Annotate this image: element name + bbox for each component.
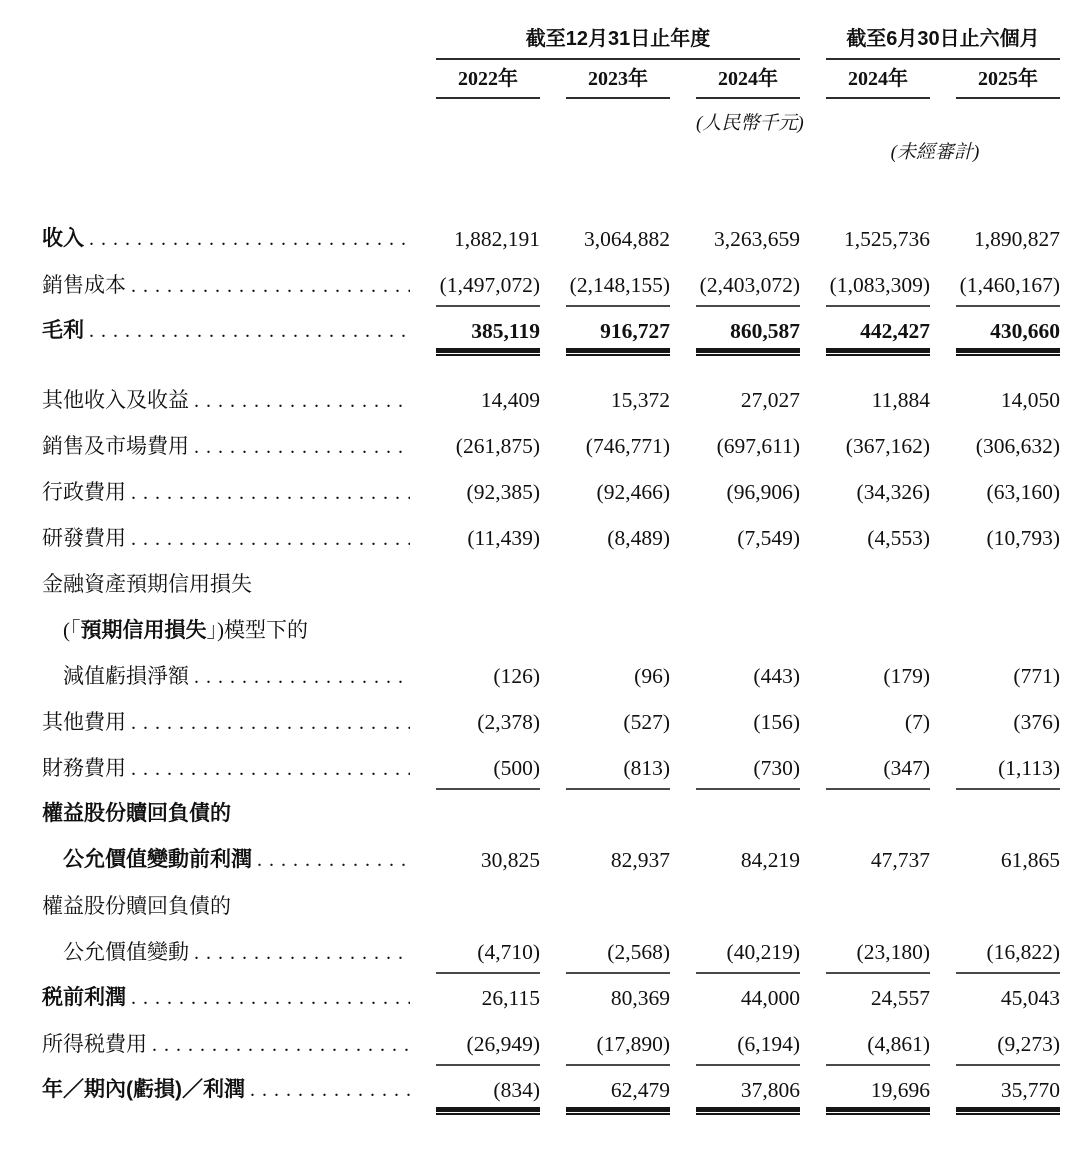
cell-value: (96,906) [726, 480, 800, 504]
unaudited-note: (未經審計) [890, 142, 980, 163]
row-label-text: 公允價值變動 [63, 940, 189, 964]
value-column [410, 884, 540, 930]
table-row [42, 792, 1060, 838]
unit-note-row [42, 112, 1060, 136]
value-column [930, 930, 1060, 976]
cell-value: 24,557 [870, 986, 930, 1010]
value-column [670, 884, 800, 930]
table-row [42, 470, 1060, 516]
value-column [670, 700, 800, 746]
value-column [800, 470, 930, 516]
row-label-text: 減值虧損淨額 [63, 664, 189, 688]
value-column [670, 562, 800, 608]
column-group-interim-label: 截至6月30日止六個月 [826, 28, 1060, 60]
cell-value: 82,937 [610, 848, 670, 872]
cell-value: (1,460,167) [956, 263, 1060, 307]
cell-value: 61,865 [1000, 848, 1060, 872]
cell-value: (2,148,155) [566, 263, 670, 307]
row-label [42, 976, 410, 1022]
header-spacer [42, 67, 410, 99]
table-row [42, 746, 1060, 792]
row-label [42, 1068, 410, 1114]
cell-value: 30,825 [480, 848, 540, 872]
value-column [800, 700, 930, 746]
value-column [930, 838, 1060, 884]
value-column [930, 700, 1060, 746]
cell-value [956, 884, 1060, 928]
table-row [42, 562, 1060, 608]
value-column [540, 217, 670, 263]
cell-value: (11,439) [467, 526, 540, 550]
cell-value [566, 608, 670, 652]
value-column [540, 424, 670, 470]
cell-value: 15,372 [610, 388, 670, 412]
value-column [670, 746, 800, 792]
cell-value: (443) [753, 664, 800, 688]
value-column [540, 1022, 670, 1068]
value-column [800, 378, 930, 424]
year-column-header-2024-interim: 2024年 [826, 67, 930, 99]
dot-leader [245, 1068, 410, 1112]
value-column [670, 838, 800, 884]
row-label-text: 毛利 [42, 319, 84, 342]
value-column [800, 792, 930, 838]
cell-value: (126) [493, 664, 540, 688]
value-column [410, 930, 540, 976]
cell-value: (1,113) [956, 746, 1060, 790]
value-column [930, 309, 1060, 355]
cell-value [696, 608, 800, 652]
dot-leader [84, 217, 410, 261]
row-label-text: 銷售及市場費用 [42, 434, 189, 458]
value-column [410, 217, 540, 263]
cell-value [826, 608, 930, 652]
cell-value: (63,160) [986, 480, 1060, 504]
value-column [540, 746, 670, 792]
cell-value: 14,409 [480, 388, 540, 412]
value-column [540, 838, 670, 884]
dot-leader [126, 976, 410, 1020]
row-label-text: 權益股份贖回負債的 [42, 894, 231, 918]
cell-value: (92,466) [596, 480, 670, 504]
value-column [670, 378, 800, 424]
cell-value [436, 884, 540, 928]
value-column [540, 884, 670, 930]
cell-value [566, 562, 670, 606]
cell-value: 385,119 [436, 309, 540, 353]
value-column [930, 1068, 1060, 1114]
value-column [410, 424, 540, 470]
cell-value: 860,587 [696, 309, 800, 353]
row-label [42, 378, 410, 424]
cell-value: (8,489) [607, 526, 670, 550]
row-label-text: 其他收入及收益 [42, 388, 189, 412]
cell-value: 47,737 [870, 848, 930, 872]
value-column [410, 1022, 540, 1068]
value-column [930, 746, 1060, 792]
value-column [540, 309, 670, 355]
cell-value: (34,326) [856, 480, 930, 504]
table-row [42, 654, 1060, 700]
value-column [410, 263, 540, 309]
dot-leader [126, 701, 410, 745]
cell-value: 11,884 [871, 388, 930, 412]
row-label [42, 562, 410, 608]
cell-value: (730) [696, 746, 800, 790]
cell-value [436, 608, 540, 652]
value-column [540, 378, 670, 424]
row-label [42, 309, 410, 355]
value-column [800, 424, 930, 470]
value-column [930, 1022, 1060, 1068]
value-column [670, 930, 800, 976]
cell-value: 27,027 [740, 388, 800, 412]
cell-value: (347) [826, 746, 930, 790]
value-column [800, 263, 930, 309]
value-column [410, 1068, 540, 1114]
value-column [800, 217, 930, 263]
value-column [930, 976, 1060, 1022]
cell-value: 44,000 [740, 986, 800, 1010]
unit-note: (人民幣千元) [696, 113, 804, 134]
unaudited-note-row [42, 141, 1060, 165]
row-label [42, 263, 410, 309]
table-row [42, 1068, 1060, 1114]
cell-value: (261,875) [455, 434, 540, 458]
value-column [670, 263, 800, 309]
cell-value: 19,696 [826, 1068, 930, 1112]
value-column [410, 309, 540, 355]
table-row [42, 930, 1060, 976]
cell-value: 35,770 [956, 1068, 1060, 1112]
value-column [670, 424, 800, 470]
cell-value: 442,427 [826, 309, 930, 353]
row-label-emphasis: 預期信用損失 [80, 619, 207, 642]
row-label [42, 608, 410, 654]
cell-value: (367,162) [845, 434, 930, 458]
row-label-text: 收入 [42, 227, 84, 250]
row-label-text: 研發費用 [42, 526, 126, 550]
value-column [800, 608, 930, 654]
row-label-text: 年／期內(虧損)／利潤 [42, 1078, 245, 1101]
cell-value: (771) [1013, 664, 1060, 688]
cell-value: (156) [753, 710, 800, 734]
cell-value: (1,083,309) [826, 263, 930, 307]
value-column [800, 309, 930, 355]
row-label [42, 792, 410, 838]
dot-leader [126, 517, 410, 561]
dot-leader [126, 264, 410, 308]
year-column-header-2024: 2024年 [696, 67, 800, 99]
value-column [540, 700, 670, 746]
value-column [540, 930, 670, 976]
value-column [540, 516, 670, 562]
row-label [42, 217, 410, 263]
value-column [800, 562, 930, 608]
row-label-text: 税前利潤 [42, 986, 126, 1009]
cell-value: (10,793) [986, 526, 1060, 550]
value-column [410, 516, 540, 562]
cell-value: (96) [634, 664, 670, 688]
value-column [670, 608, 800, 654]
value-column [540, 1068, 670, 1114]
cell-value: 1,525,736 [844, 227, 930, 251]
cell-value [696, 884, 800, 928]
cell-value: (16,822) [956, 930, 1060, 974]
column-group-annual [410, 28, 800, 60]
cell-value: (2,378) [477, 710, 540, 734]
value-column [930, 516, 1060, 562]
cell-value: (17,890) [566, 1022, 670, 1066]
value-column [540, 470, 670, 516]
table-row [42, 608, 1060, 654]
value-column [800, 1068, 930, 1114]
cell-value: (1,497,072) [436, 263, 540, 307]
table-row [42, 700, 1060, 746]
value-column [410, 378, 540, 424]
table-row [42, 1022, 1060, 1068]
cell-value: (2,568) [566, 930, 670, 974]
value-column [410, 470, 540, 516]
row-label-part: 」)模型下的 [206, 618, 308, 642]
value-column [930, 424, 1060, 470]
table-row [42, 884, 1060, 930]
cell-value: (26,949) [436, 1022, 540, 1066]
value-column [800, 1022, 930, 1068]
cell-value [436, 562, 540, 606]
dot-leader [126, 747, 410, 791]
row-label-text: 財務費用 [42, 756, 126, 780]
cell-value: 80,369 [610, 986, 670, 1010]
dot-leader [189, 655, 410, 699]
cell-value: (376) [1013, 710, 1060, 734]
value-column [670, 516, 800, 562]
cell-value: (92,385) [466, 480, 540, 504]
column-group-row [42, 28, 1060, 60]
table-body [42, 217, 1060, 1114]
value-column [930, 378, 1060, 424]
year-header-row [42, 67, 1060, 99]
value-column [800, 884, 930, 930]
row-label [42, 424, 410, 470]
value-column [930, 608, 1060, 654]
dot-leader [189, 931, 410, 975]
row-label-part: (「 [63, 618, 81, 642]
value-column [540, 263, 670, 309]
cell-value [696, 562, 800, 606]
row-label-text: 所得税費用 [42, 1032, 147, 1056]
value-column [410, 608, 540, 654]
value-column [800, 746, 930, 792]
row-label-text: 行政費用 [42, 480, 126, 504]
cell-value [436, 792, 540, 836]
row-label [42, 654, 410, 700]
value-column [670, 1022, 800, 1068]
value-column [930, 562, 1060, 608]
cell-value [956, 792, 1060, 836]
value-column [540, 792, 670, 838]
cell-value: 430,660 [956, 309, 1060, 353]
cell-value [696, 792, 800, 836]
dot-leader [126, 471, 410, 515]
dot-leader [147, 1023, 410, 1067]
year-column-header-2023: 2023年 [566, 67, 670, 99]
dot-leader [252, 838, 410, 882]
cell-value: 62,479 [566, 1068, 670, 1112]
row-label [42, 884, 410, 930]
value-column [800, 654, 930, 700]
value-column [410, 976, 540, 1022]
value-column [540, 608, 670, 654]
cell-value: 1,890,827 [974, 227, 1060, 251]
row-label [42, 930, 410, 976]
value-column [930, 470, 1060, 516]
value-column [410, 700, 540, 746]
row-label-text: 公允價值變動前利潤 [63, 848, 252, 871]
table-row [42, 217, 1060, 263]
cell-value: (500) [436, 746, 540, 790]
cell-value: (4,553) [867, 526, 930, 550]
value-column [670, 470, 800, 516]
cell-value: (40,219) [696, 930, 800, 974]
table-row [42, 976, 1060, 1022]
value-column [930, 217, 1060, 263]
cell-value: 3,064,882 [584, 227, 670, 251]
cell-value [956, 562, 1060, 606]
row-label [42, 1022, 410, 1068]
row-label-text: 其他費用 [42, 710, 126, 734]
row-label-text: 銷售成本 [42, 273, 126, 297]
cell-value [566, 884, 670, 928]
cell-value: (23,180) [826, 930, 930, 974]
value-column [800, 930, 930, 976]
cell-value: 37,806 [696, 1068, 800, 1112]
cell-value: 916,727 [566, 309, 670, 353]
table-row [42, 309, 1060, 355]
cell-value: 14,050 [1000, 388, 1060, 412]
row-label-text: 權益股份贖回負債的 [42, 802, 231, 825]
cell-value: 26,115 [481, 986, 540, 1010]
value-column [930, 884, 1060, 930]
cell-value [826, 884, 930, 928]
cell-value: (834) [436, 1068, 540, 1112]
value-column [670, 792, 800, 838]
value-column [800, 976, 930, 1022]
year-column-header-2025: 2025年 [956, 67, 1060, 99]
value-column [930, 263, 1060, 309]
header-spacer [42, 28, 410, 60]
dot-leader [84, 309, 410, 353]
value-column [670, 217, 800, 263]
cell-value [566, 792, 670, 836]
cell-value: (813) [566, 746, 670, 790]
value-column [410, 792, 540, 838]
cell-value: (527) [623, 710, 670, 734]
value-column [930, 792, 1060, 838]
cell-value: 3,263,659 [714, 227, 800, 251]
cell-value: (4,861) [826, 1022, 930, 1066]
row-label [42, 470, 410, 516]
value-column [410, 562, 540, 608]
value-column [410, 746, 540, 792]
cell-value: 84,219 [740, 848, 800, 872]
cell-value [956, 608, 1060, 652]
value-column [540, 976, 670, 1022]
table-row [42, 516, 1060, 562]
value-column [670, 1068, 800, 1114]
value-column [800, 516, 930, 562]
cell-value: (2,403,072) [696, 263, 800, 307]
value-column [930, 654, 1060, 700]
column-group-interim [800, 28, 1060, 60]
row-label [42, 516, 410, 562]
table-row [42, 263, 1060, 309]
dot-leader [189, 379, 410, 423]
value-column [670, 309, 800, 355]
cell-value [826, 562, 930, 606]
column-group-annual-label: 截至12月31日止年度 [436, 28, 800, 60]
table-row [42, 838, 1060, 884]
cell-value: (9,273) [956, 1022, 1060, 1066]
year-column-header-2022: 2022年 [436, 67, 540, 99]
row-label-text: 金融資產預期信用損失 [42, 572, 252, 596]
value-column [540, 562, 670, 608]
cell-value: (697,611) [716, 434, 800, 458]
row-label [42, 838, 410, 884]
cell-value [826, 792, 930, 836]
cell-value: (7) [904, 710, 930, 734]
cell-value: 1,882,191 [454, 227, 540, 251]
cell-value: (4,710) [436, 930, 540, 974]
table-row [42, 424, 1060, 470]
cell-value: (179) [883, 664, 930, 688]
value-column [670, 654, 800, 700]
value-column [800, 838, 930, 884]
cell-value: (306,632) [975, 434, 1060, 458]
table-header [42, 28, 1060, 165]
value-column [670, 976, 800, 1022]
value-column [540, 654, 670, 700]
cell-value: 45,043 [1000, 986, 1060, 1010]
cell-value: (6,194) [696, 1022, 800, 1066]
table-row [42, 378, 1060, 424]
cell-value: (746,771) [585, 434, 670, 458]
row-label [42, 700, 410, 746]
value-column [410, 838, 540, 884]
value-column [410, 654, 540, 700]
cell-value: (7,549) [737, 526, 800, 550]
row-label [42, 746, 410, 792]
dot-leader [189, 425, 410, 469]
